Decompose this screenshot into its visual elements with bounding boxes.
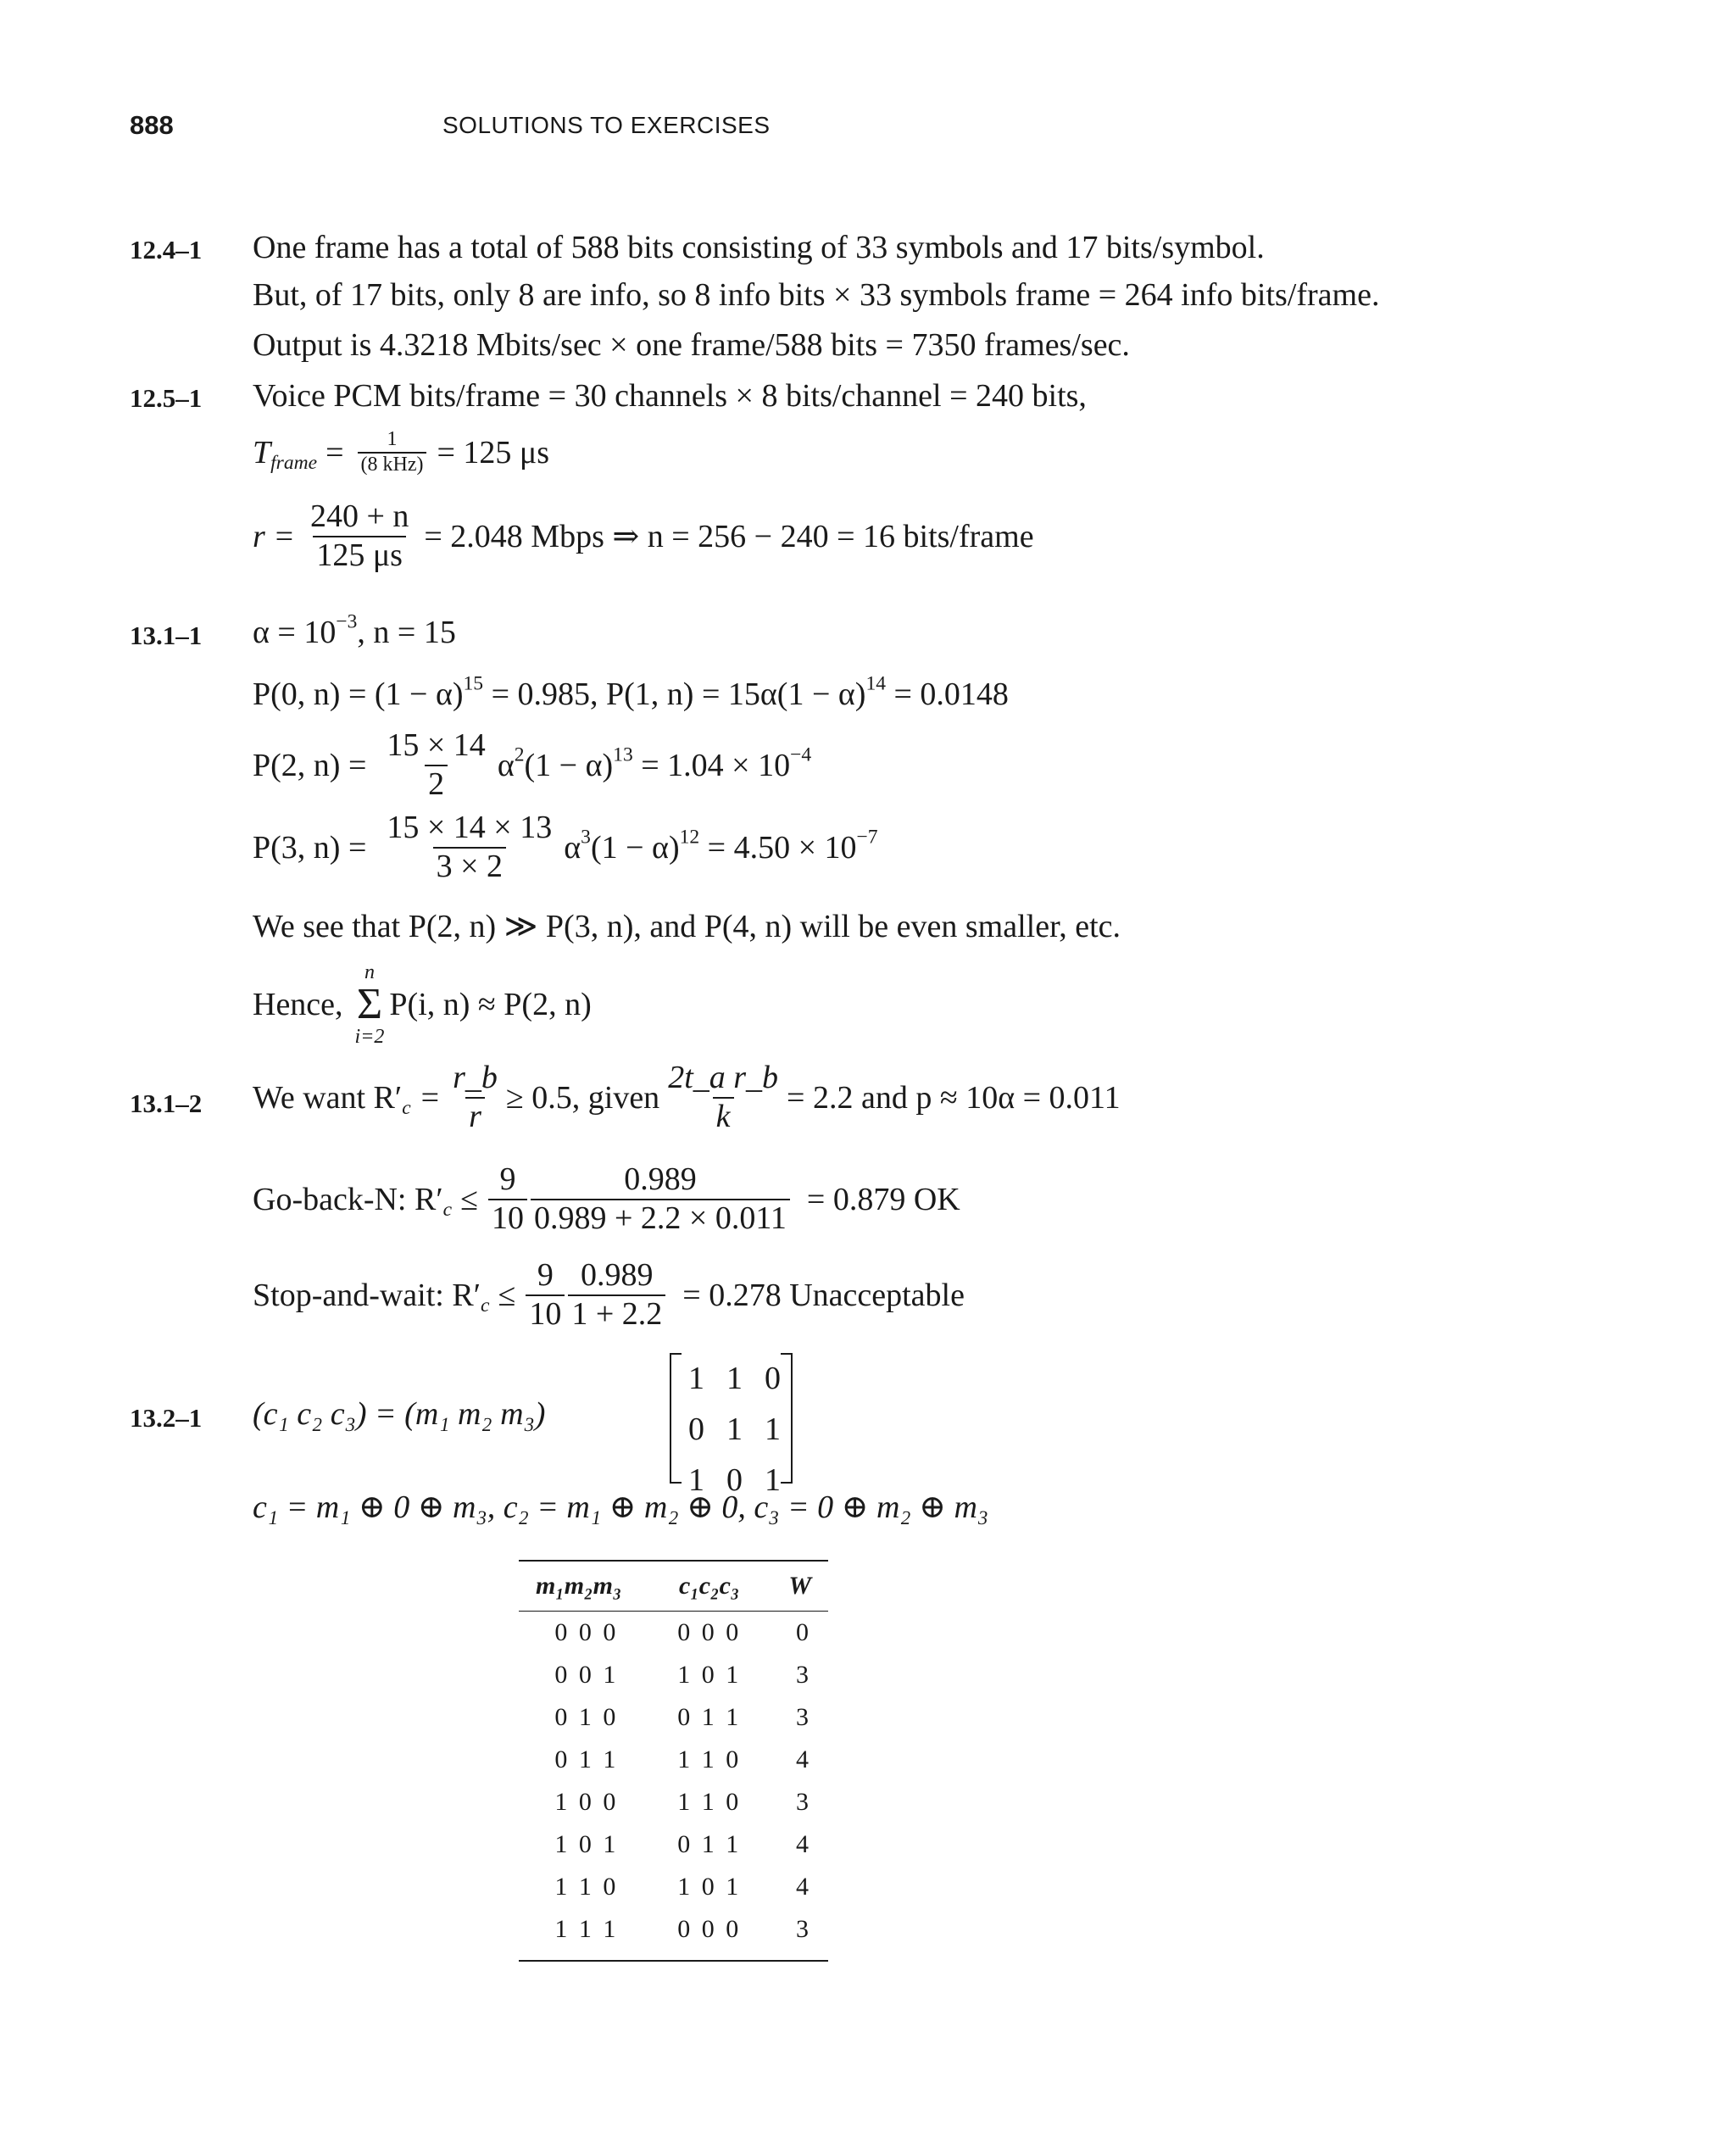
exponent: 12 <box>679 826 700 849</box>
equation-rate <box>253 498 1034 574</box>
table-cell: 4 <box>796 1745 811 1773</box>
table-cell: 3 <box>796 1788 811 1816</box>
equation-part: ≥ 0.5, given <box>505 1079 660 1116</box>
fraction-denominator: 125 μs <box>313 536 406 575</box>
matrix-cell: 0 <box>688 1411 704 1447</box>
text-line: Voice PCM bits/frame = 30 channels × 8 bits/channel = 240 bits, <box>253 378 1087 414</box>
fraction <box>531 1161 790 1237</box>
fraction-denominator: (8 kHz) <box>358 452 427 477</box>
fraction-numerator: 9 <box>537 1257 554 1293</box>
fraction-numerator: 2t_a r_b <box>668 1060 779 1095</box>
fraction-denominator: 1 + 2.2 <box>568 1294 665 1333</box>
equation-rhs: P(i, n) ≈ P(2, n) <box>389 987 592 1022</box>
equation-part: (1 − α) <box>524 747 614 783</box>
tframe-subscript: frame <box>270 451 318 474</box>
text-line: But, of 17 bits, only 8 are info, so 8 info bits × 33 symbols frame = 264 info bits/frame. <box>253 277 1380 313</box>
equation-part: = 0.985, P(1, n) = 15α(1 − α) <box>483 676 866 712</box>
text-line: One frame has a total of 588 bits consisting of 33 symbols and 17 bits/symbol. <box>253 230 1265 265</box>
equation-part <box>253 1181 453 1221</box>
equation-part: = 1.04 × 10 <box>632 747 791 783</box>
matrix-cell: 0 <box>726 1462 743 1498</box>
table-cell: 3 <box>796 1661 811 1689</box>
exponent: 14 <box>865 672 886 695</box>
equation-part: Hence, <box>253 987 343 1022</box>
table-row <box>519 1908 828 1951</box>
equation-go-back-n <box>253 1161 960 1237</box>
equation-part: We want R′ <box>253 1079 403 1116</box>
matrix-row <box>688 1404 781 1455</box>
table-cell: 1 0 1 <box>554 1830 619 1858</box>
equation-result: = 0.879 OK <box>806 1181 960 1217</box>
exercise-number: 12.4–1 <box>130 235 203 264</box>
column-header: W <box>788 1572 811 1600</box>
subscript: c <box>481 1294 490 1317</box>
equation-rhs <box>497 743 812 784</box>
table-cell: 4 <box>796 1830 811 1858</box>
equation-result: = 125 μs <box>437 434 550 470</box>
table-cell: 1 0 0 <box>554 1788 619 1816</box>
fraction-denominator: r <box>465 1097 485 1136</box>
fraction <box>383 810 555 885</box>
fraction-denominator: 10 <box>526 1294 565 1333</box>
equation-part: Go-back-N: R′ <box>253 1181 443 1217</box>
fraction <box>358 428 427 476</box>
matrix-cell: 1 <box>726 1411 743 1447</box>
sigma-symbol: Σ <box>356 980 383 1028</box>
column-header: c₁c₂c₃ <box>679 1572 740 1600</box>
matrix-left-bracket <box>670 1353 682 1484</box>
matrix-cell: 1 <box>688 1462 704 1498</box>
equation-alpha <box>253 610 456 651</box>
page-number: 888 <box>130 110 174 140</box>
equation-codeword: (c₁ c₂ c₃) = (m₁ m₂ m₃) <box>253 1396 546 1432</box>
table-cell: 0 0 1 <box>554 1661 619 1689</box>
equation-part: (1 − α) <box>590 829 680 866</box>
table-cell: 0 1 1 <box>677 1830 742 1858</box>
table-cell: 1 1 0 <box>554 1873 619 1901</box>
table-row <box>519 1739 828 1781</box>
fraction-numerator: 15 × 14 × 13 <box>387 810 553 845</box>
equation-sum <box>253 962 592 1047</box>
sum-upper-limit: n <box>364 961 375 983</box>
table-row <box>519 1654 828 1696</box>
codeword-table <box>519 1562 828 1951</box>
table-cell: 0 1 1 <box>677 1703 742 1731</box>
column-header: m₁m₂m₃ <box>536 1572 622 1600</box>
equation-part: = 4.50 × 10 <box>699 829 857 866</box>
equation-part <box>253 1079 411 1119</box>
exercise-number: 13.2–1 <box>130 1403 203 1433</box>
fraction-numerator: 0.989 <box>581 1257 654 1293</box>
exponent: 13 <box>613 743 633 766</box>
equation-lhs: P(3, n) = <box>253 829 367 866</box>
equation-result: = 0.278 Unacceptable <box>682 1277 965 1313</box>
matrix-cell: 1 <box>765 1462 781 1498</box>
table-row <box>519 1781 828 1823</box>
fraction <box>449 1060 501 1135</box>
matrix-cell: 1 <box>726 1361 743 1396</box>
generator-matrix <box>688 1353 781 1506</box>
exponent: 2 <box>514 743 525 766</box>
table-cell: 0 0 0 <box>554 1618 619 1646</box>
exponent: 3 <box>581 826 591 849</box>
subscript: c <box>442 1198 453 1221</box>
fraction <box>526 1257 565 1333</box>
table-cell: 4 <box>796 1873 811 1901</box>
fraction-numerator: 15 × 14 <box>387 727 486 763</box>
equation-part: α <box>497 747 515 783</box>
equation-part: P(0, n) = (1 − α) <box>253 676 464 712</box>
equation-p2 <box>253 727 811 803</box>
exercise-number: 12.5–1 <box>130 383 203 413</box>
table-row <box>519 1866 828 1908</box>
fraction-denominator: 0.989 + 2.2 × 0.011 <box>531 1199 790 1238</box>
tframe-symbol: T <box>253 434 271 470</box>
exponent: −4 <box>790 743 812 766</box>
equation-p3 <box>253 810 878 885</box>
running-header: SOLUTIONS TO EXERCISES <box>442 112 771 138</box>
table-row <box>519 1696 828 1739</box>
equation-part: = 2.2 and p ≈ 10α = 0.011 <box>787 1079 1121 1116</box>
table-bottom-rule <box>519 1960 828 1962</box>
equation-part: = 0.0148 <box>886 676 1009 712</box>
equation-rhs <box>564 826 878 866</box>
table-cell: 0 0 0 <box>677 1915 742 1943</box>
fraction-numerator: r_b <box>453 1060 498 1095</box>
table-cell: 1 1 0 <box>677 1788 742 1816</box>
fraction <box>307 498 412 574</box>
fraction <box>488 1161 527 1237</box>
table-header-row <box>519 1562 828 1612</box>
fraction-denominator: 2 <box>425 765 448 804</box>
equation-parity: c₁ = m₁ ⊕ 0 ⊕ m₃, c₂ = m₁ ⊕ m₂ ⊕ 0, c₃ = 0 ⊕ m₂ ⊕ m₃ <box>253 1489 989 1525</box>
matrix-right-bracket <box>781 1353 793 1484</box>
table-cell: 0 0 0 <box>677 1618 742 1646</box>
sum-lower-limit: i=2 <box>354 1026 385 1048</box>
matrix-cell: 1 <box>765 1411 781 1447</box>
table-row <box>519 1823 828 1866</box>
fraction-numerator: 0.989 <box>624 1161 697 1197</box>
table-cell: 3 <box>796 1703 811 1731</box>
fraction <box>665 1060 782 1135</box>
summation <box>355 962 385 1047</box>
equation-result: = 2.048 Mbps ⇒ n = 256 − 240 = 16 bits/frame <box>424 519 1034 555</box>
matrix-row <box>688 1353 781 1404</box>
subscript: c <box>402 1096 411 1119</box>
equation-part <box>253 1277 490 1317</box>
fraction-numerator: 9 <box>499 1161 516 1197</box>
equation-lhs: r = <box>253 518 295 554</box>
table-cell: 0 1 0 <box>554 1703 619 1731</box>
table-cell: 1 1 0 <box>677 1745 742 1773</box>
table-cell: 3 <box>796 1915 811 1943</box>
fraction-numerator: 240 + n <box>309 498 409 534</box>
equation-lhs: P(2, n) = <box>253 747 367 783</box>
equation-part: = <box>420 1079 440 1116</box>
equation-part: Stop-and-wait: R′ <box>253 1277 481 1313</box>
equation-part: ≤ <box>460 1181 478 1217</box>
equation-p0-p1 <box>253 672 1009 713</box>
exercise-number: 13.1–1 <box>130 621 203 650</box>
exponent: −3 <box>336 610 358 633</box>
text-line: We see that P(2, n) ≫ P(3, n), and P(4, n) will be even smaller, etc. <box>253 909 1121 944</box>
fraction-denominator: 3 × 2 <box>433 847 506 886</box>
fraction-denominator: 10 <box>488 1199 527 1238</box>
equation-part: α = 10 <box>253 615 337 650</box>
fraction <box>383 727 488 803</box>
exponent: −7 <box>856 826 878 849</box>
equation-tframe: $T_{frame}$ = $\frac{1}{\text{(8 kHz)}}$ = 125 μs <box>253 428 550 476</box>
equation-stop-and-wait <box>253 1257 965 1333</box>
table-row <box>519 1612 828 1655</box>
table-cell: 1 0 1 <box>677 1873 742 1901</box>
fraction <box>568 1257 665 1333</box>
text-line: Output is 4.3218 Mbits/sec × one frame/588 bits = 7350 frames/sec. <box>253 327 1130 363</box>
equation-part: , n = 15 <box>357 615 456 650</box>
matrix-cell: 1 <box>688 1361 704 1396</box>
equation-want <box>253 1060 1121 1135</box>
fraction-denominator: k <box>713 1097 734 1136</box>
fraction-numerator: 1 <box>387 428 398 450</box>
table-cell: 1 1 1 <box>554 1915 619 1943</box>
table-cell: 0 <box>796 1618 811 1646</box>
equation-part: ≤ <box>498 1277 516 1313</box>
table-cell: 1 0 1 <box>677 1661 742 1689</box>
table-cell: 0 1 1 <box>554 1745 619 1773</box>
matrix-cell: 0 <box>765 1361 781 1396</box>
exercise-number: 13.1–2 <box>130 1088 203 1118</box>
exponent: 15 <box>463 672 484 695</box>
equation-part: α <box>564 829 581 866</box>
